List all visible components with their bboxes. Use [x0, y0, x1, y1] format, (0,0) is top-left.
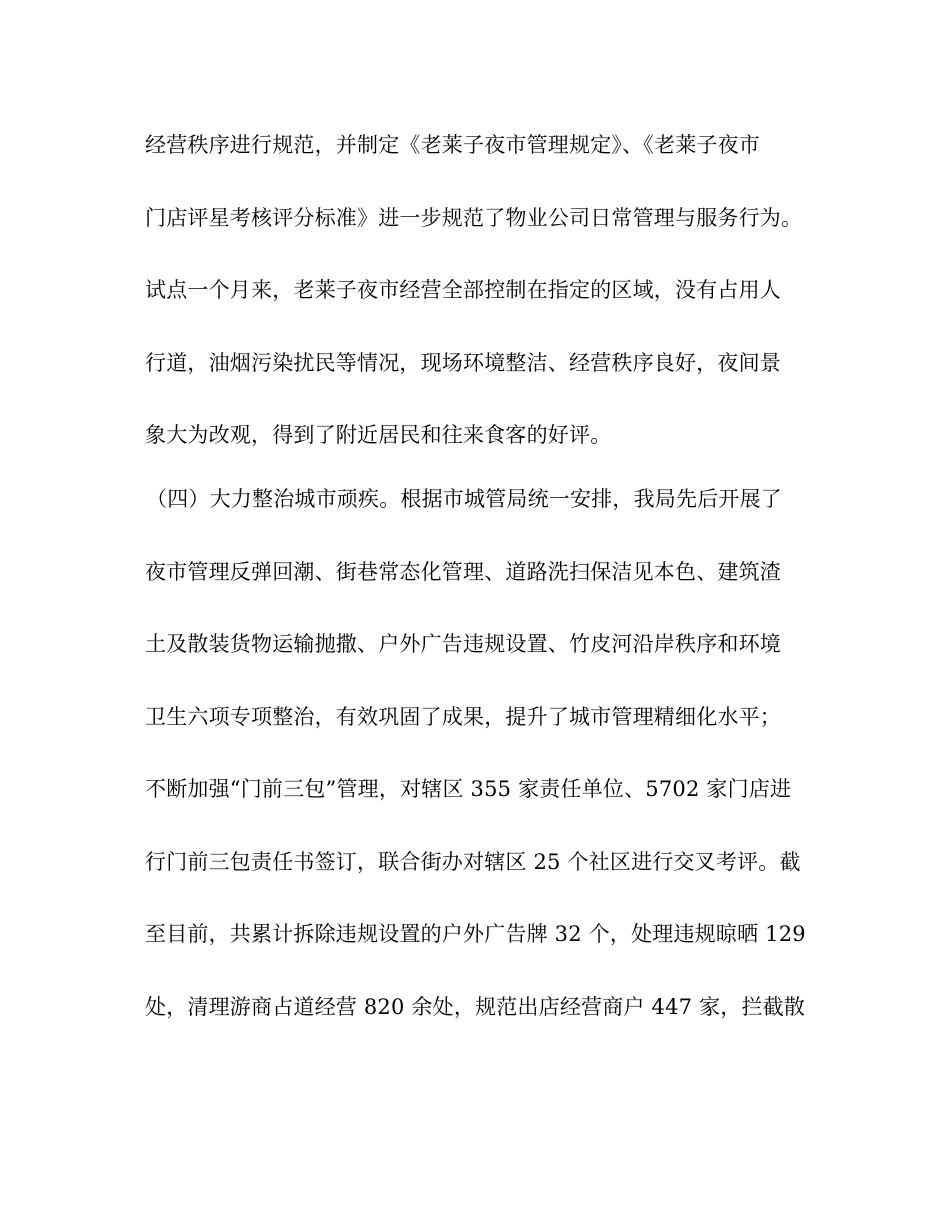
text-line: 土及散装货物运输抛撒、户外广告违规设置、竹皮河沿岸秩序和环境	[145, 632, 781, 656]
text-line: 行道，油烟污染扰民等情况，现场环境整洁、经营秩序良好，夜间景	[145, 351, 781, 375]
text-line: 经营秩序进行规范，并制定《老莱子夜市管理规定》、《老莱子夜市	[145, 133, 760, 157]
text-line: 至目前，共累计拆除违规设置的户外广告牌 32 个，处理违规晾晒 129	[145, 922, 806, 946]
text-line: 象大为改观，得到了附近居民和往来食客的好评。	[145, 423, 612, 447]
text-line: 试点一个月来，老莱子夜市经营全部控制在指定的区域，没有占用人	[145, 278, 781, 302]
text-line: 门店评星考核评分标准》进一步规范了物业公司日常管理与服务行为。	[145, 206, 803, 230]
section-heading-line: （四）大力整治城市顽疾。根据市城管局统一安排，我局先后开展了	[146, 487, 782, 511]
text-line: 行门前三包责任书签订，联合街办对辖区 25 个社区进行交叉考评。截	[145, 850, 801, 874]
text-line: 夜市管理反弹回潮、街巷常态化管理、道路洗扫保洁见本色、建筑渣	[145, 560, 781, 584]
text-line: 不断加强“门前三包”管理，对辖区 355 家责任单位、5702 家门店进	[145, 777, 792, 801]
text-line: 处，清理游商占道经营 820 余处，规范出店经营商户 447 家，拦截散	[145, 995, 806, 1019]
text-line: 卫生六项专项整治，有效巩固了成果，提升了城市管理精细化水平；	[145, 705, 781, 729]
